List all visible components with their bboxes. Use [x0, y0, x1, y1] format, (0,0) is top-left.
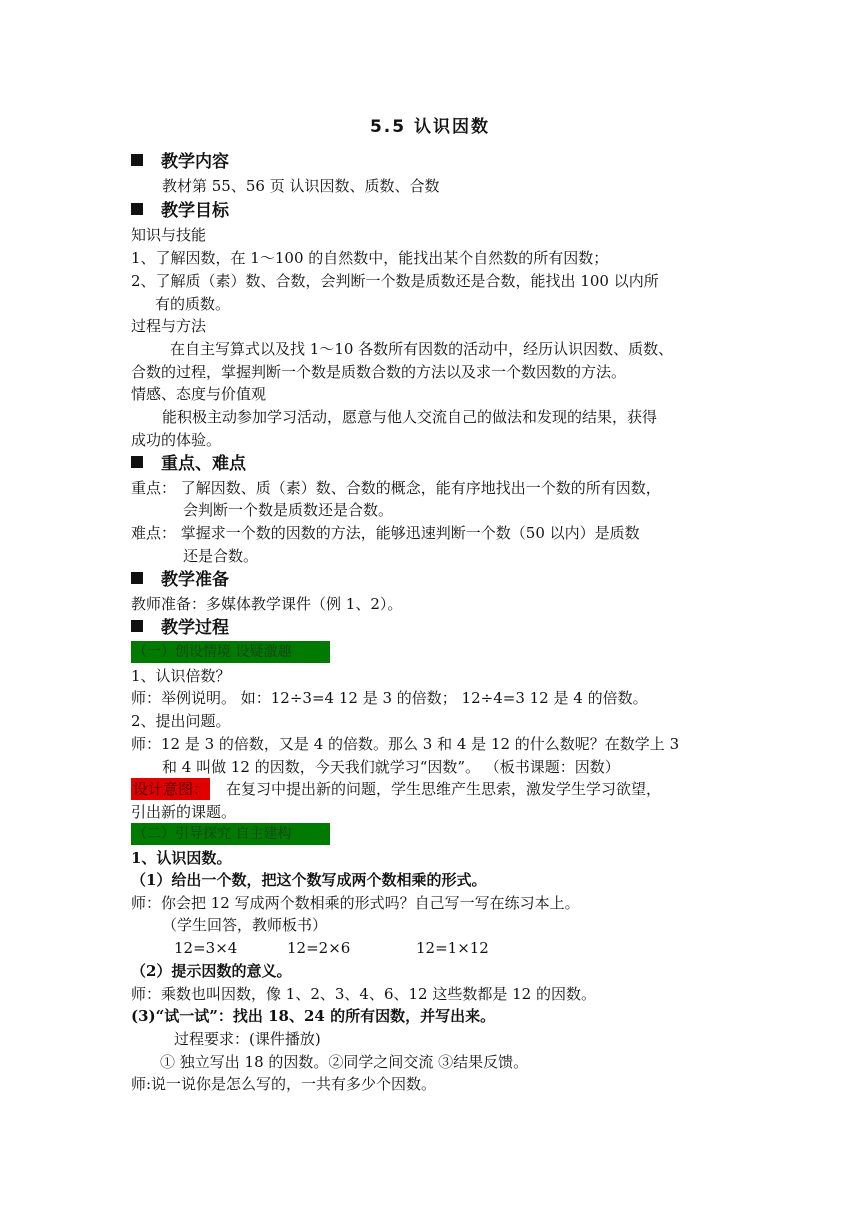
square-bullet-icon	[131, 203, 143, 215]
b-step-1: 1、认识因数。	[131, 849, 232, 867]
design-intent-label: 设计意图：	[133, 780, 209, 798]
key-point-cont: 会判断一个数是质数还是合数。	[183, 501, 394, 519]
section-heading-content	[131, 151, 229, 173]
design-intent-cont: 引出新的课题。	[131, 803, 237, 821]
teacher-line-5: 师:说一说你是怎么写的，一共有多少个因数。	[131, 1075, 437, 1093]
goal-knowledge-2: 2、了解质（素）数、合数，会判断一个数是质数还是合数，能找出 100 以内所	[131, 272, 659, 290]
content-text: 教材第 55、56 页 认识因数、质数、合数	[162, 177, 440, 195]
goal-emotion-2: 成功的体验。	[131, 431, 222, 449]
goal-process-2: 合数的过程，掌握判断一个数是质数合数的方法以及求一个数因数的方法。	[131, 363, 627, 381]
design-intent	[131, 778, 661, 800]
goal-process-label: 过程与方法	[131, 317, 207, 335]
teacher-line-2-cont: 和 4 叫做 12 的因数，今天我们就学习“因数”。 （板书课题：因数）	[162, 758, 620, 776]
teacher-line-3: 师：你会把 12 写成两个数相乘的形式吗？自己写一写在练习本上。	[131, 894, 580, 912]
stage-banner-1: （一）创设情境 设疑激趣	[131, 641, 330, 663]
difficulty-cont: 还是合数。	[183, 547, 259, 565]
goal-knowledge-1: 1、了解因数，在 1～100 的自然数中，能找出某个自然数的所有因数；	[131, 249, 609, 267]
design-intent-text: 在复习中提出新的问题，学生思维产生思索，激发学生学习欲望，	[226, 780, 662, 798]
equation-3: 12=1×12	[416, 939, 489, 957]
teacher-line-2: 师：12 是 3 的倍数，又是 4 的倍数。那么 3 和 4 是 12 的什么数呢？在数学上 3	[131, 735, 680, 753]
heading-text: 教学过程	[161, 618, 229, 638]
section-heading-key	[131, 453, 246, 475]
section-heading-process	[131, 617, 229, 639]
requirement: 过程要求：(课件播放)	[174, 1030, 321, 1048]
teacher-line-4: 师：乘数也叫因数，像 1、2、3、4、6、12 这些数都是 12 的因数。	[131, 985, 596, 1003]
b-sub-3: (3)“试一试”：找出 18、24 的所有因数，并写出来。	[131, 1007, 496, 1025]
goal-knowledge-label: 知识与技能	[131, 226, 207, 244]
goal-knowledge-2-cont: 有的质数。	[155, 295, 231, 313]
square-bullet-icon	[131, 456, 143, 468]
step-1: 1、认识倍数？	[131, 667, 231, 685]
b-sub-2: （2）提示因数的意义。	[131, 962, 292, 980]
square-bullet-icon	[131, 572, 143, 584]
section-heading-goals	[131, 200, 229, 222]
steps-line: ① 独立写出 18 的因数。②同学之间交流 ③结果反馈。	[160, 1053, 529, 1071]
page-title: 5.5 认识因数	[369, 117, 491, 137]
heading-text: 重点、难点	[161, 454, 246, 474]
b-sub-1: （1）给出一个数，把这个数写成两个数相乘的形式。	[131, 871, 487, 889]
goal-emotion-1: 能积极主动参加学习活动，愿意与他人交流自己的做法和发现的结果，获得	[162, 408, 658, 426]
section-heading-prep	[131, 569, 229, 591]
square-bullet-icon	[131, 154, 143, 166]
prep-text: 教师准备：多媒体教学课件（例 1、2）。	[131, 595, 403, 613]
key-point: 重点： 了解因数、质（素）数、合数的概念，能有序地找出一个数的所有因数，	[131, 479, 661, 497]
heading-text: 教学目标	[161, 201, 229, 221]
goal-process-1: 在自主写算式以及找 1～10 各数所有因数的活动中，经历认识因数、质数、	[170, 340, 674, 358]
teacher-line-1: 师：举例说明。 如：12÷3=4 12 是 3 的倍数； 12÷4=3 12 是 4 的倍数。	[131, 689, 648, 707]
square-bullet-icon	[131, 620, 143, 632]
heading-text: 教学准备	[161, 570, 229, 590]
student-answer: （学生回答，教师板书）	[162, 916, 328, 934]
step-2: 2、提出问题。	[131, 712, 231, 730]
equation-2: 12=2×6	[287, 939, 351, 957]
difficulty: 难点： 掌握求一个数的因数的方法，能够迅速判断一个数（50 以内）是质数	[131, 524, 640, 542]
goal-emotion-label: 情感、态度与价值观	[131, 385, 267, 403]
stage-banner-2: （二）引导探究 自主建构	[131, 823, 330, 845]
heading-text: 教学内容	[161, 152, 229, 172]
equation-1: 12=3×4	[174, 939, 238, 957]
